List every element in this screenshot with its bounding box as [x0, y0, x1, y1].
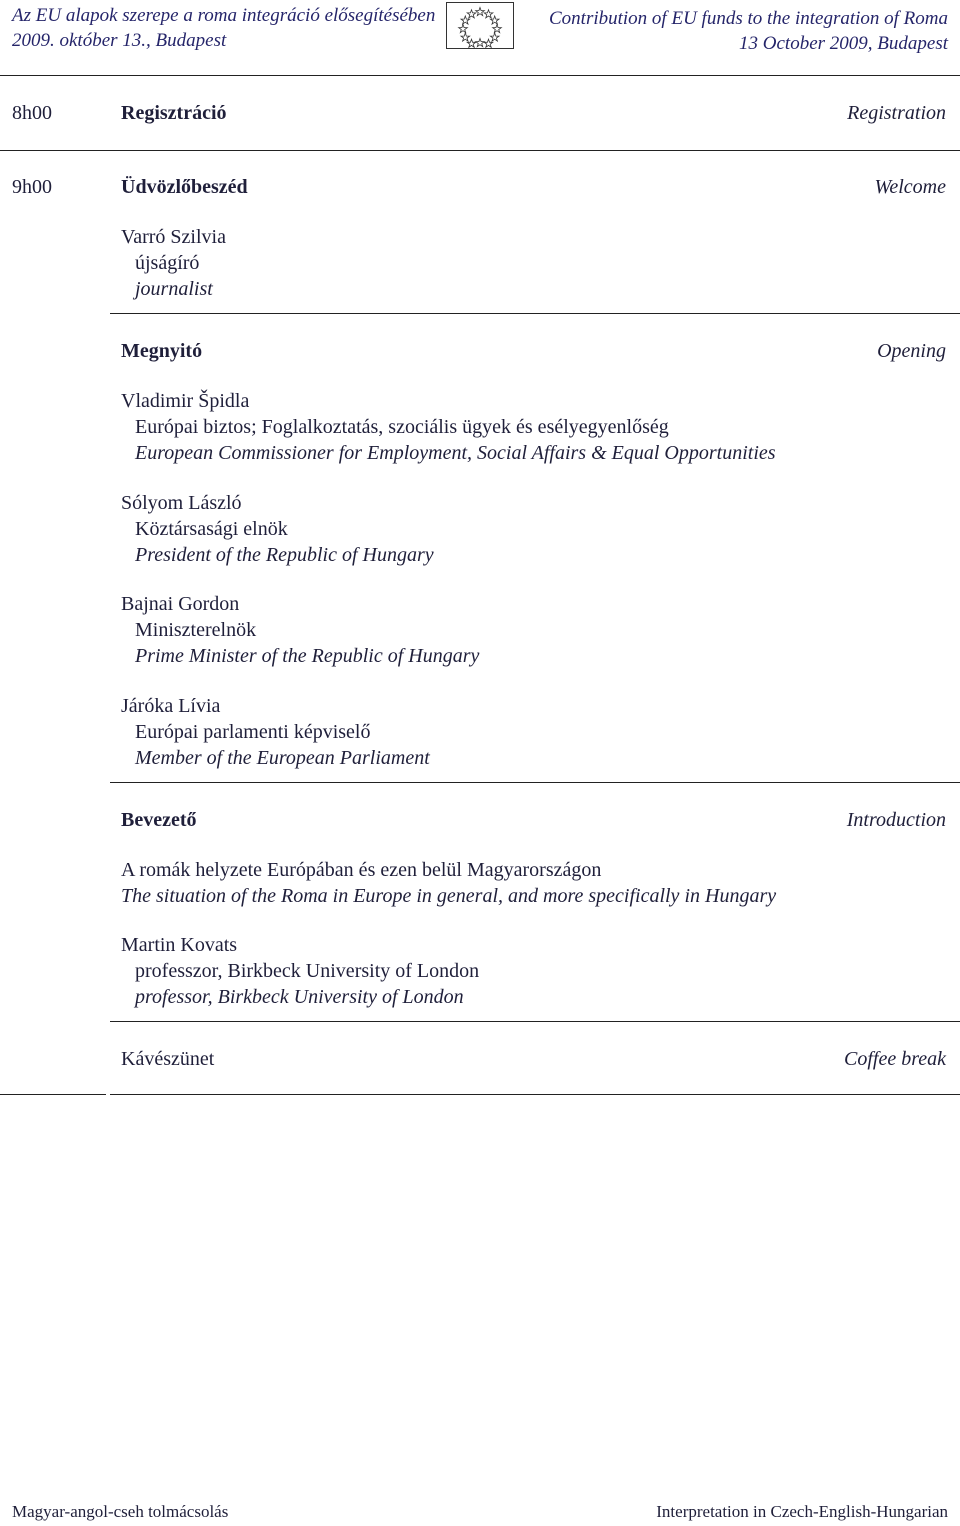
- introduction-speaker-name: Martin Kovats: [121, 934, 238, 956]
- header-rule: [0, 75, 960, 76]
- welcome-title-hu: Üdvözlőbeszéd: [121, 176, 248, 198]
- opening-speaker-name: Járóka Lívia: [121, 695, 221, 717]
- introduction-title-en: Introduction: [846, 809, 946, 831]
- opening-speaker-role-en: Member of the European Parliament: [135, 747, 430, 769]
- opening-title-hu: Megnyitó: [121, 340, 203, 362]
- introduction-topic-en: The situation of the Roma in Europe in general, and more specifically in Hungary: [121, 885, 777, 907]
- registration-title-hu: Regisztráció: [121, 102, 227, 124]
- header-date-hu: 2009. október 13., Budapest: [12, 30, 227, 51]
- opening-speaker-name: Sólyom László: [121, 492, 242, 514]
- eu-stars-icon: [447, 3, 513, 48]
- opening-speaker-role-en: Prime Minister of the Republic of Hungary: [135, 645, 480, 667]
- welcome-title-en: Welcome: [874, 176, 946, 198]
- registration-time: 8h00: [12, 102, 52, 124]
- opening-speaker-name: Vladimir Špidla: [121, 390, 250, 412]
- welcome-speaker-name: Varró Szilvia: [121, 226, 226, 248]
- welcome-speaker-role-en: journalist: [135, 278, 213, 300]
- introduction-topic-hu: A romák helyzete Európában és ezen belül Magyarországon: [121, 859, 602, 881]
- introduction-speaker-role-hu: professzor, Birkbeck University of London: [135, 960, 480, 982]
- opening-title-en: Opening: [877, 340, 946, 362]
- introduction-speaker-role-en: professor, Birkbeck University of London: [135, 986, 464, 1008]
- opening-speaker-role-hu: Köztársasági elnök: [135, 518, 288, 540]
- header-title-hu: Az EU alapok szerepe a roma integráció elősegítésében: [12, 5, 436, 26]
- subsection-rule: [110, 1021, 960, 1022]
- section-rule-left: [0, 1094, 106, 1095]
- coffee-title-en: Coffee break: [843, 1048, 946, 1070]
- section-rule: [0, 150, 960, 151]
- registration-title-en: Registration: [847, 102, 946, 124]
- opening-speaker-role-hu: Európai biztos; Foglalkoztatás, szociális ügyek és esélyegyenlőség: [135, 416, 669, 438]
- introduction-title-hu: Bevezető: [121, 809, 197, 831]
- eu-flag-logo: [446, 2, 514, 49]
- welcome-speaker-role-hu: újságíró: [135, 252, 200, 274]
- opening-speaker-role-hu: Európai parlamenti képviselő: [135, 721, 371, 743]
- opening-speaker-role-en: President of the Republic of Hungary: [135, 544, 434, 566]
- subsection-rule: [110, 782, 960, 783]
- subsection-rule: [110, 313, 960, 314]
- opening-speaker-role-hu: Miniszterelnök: [135, 619, 257, 641]
- section-rule-right: [110, 1094, 960, 1095]
- header-date-en: 13 October 2009, Budapest: [739, 33, 948, 54]
- opening-speaker-role-en: European Commissioner for Employment, Social Affairs & Equal Opportunities: [135, 442, 776, 464]
- welcome-time: 9h00: [12, 176, 52, 198]
- opening-speaker-name: Bajnai Gordon: [121, 593, 240, 615]
- coffee-title-hu: Kávészünet: [121, 1048, 215, 1070]
- header-title-en: Contribution of EU funds to the integration of Roma: [549, 8, 948, 29]
- footer-interpretation-hu: Magyar-angol-cseh tolmácsolás: [12, 1502, 229, 1521]
- footer-interpretation-en: Interpretation in Czech-English-Hungarian: [656, 1502, 948, 1521]
